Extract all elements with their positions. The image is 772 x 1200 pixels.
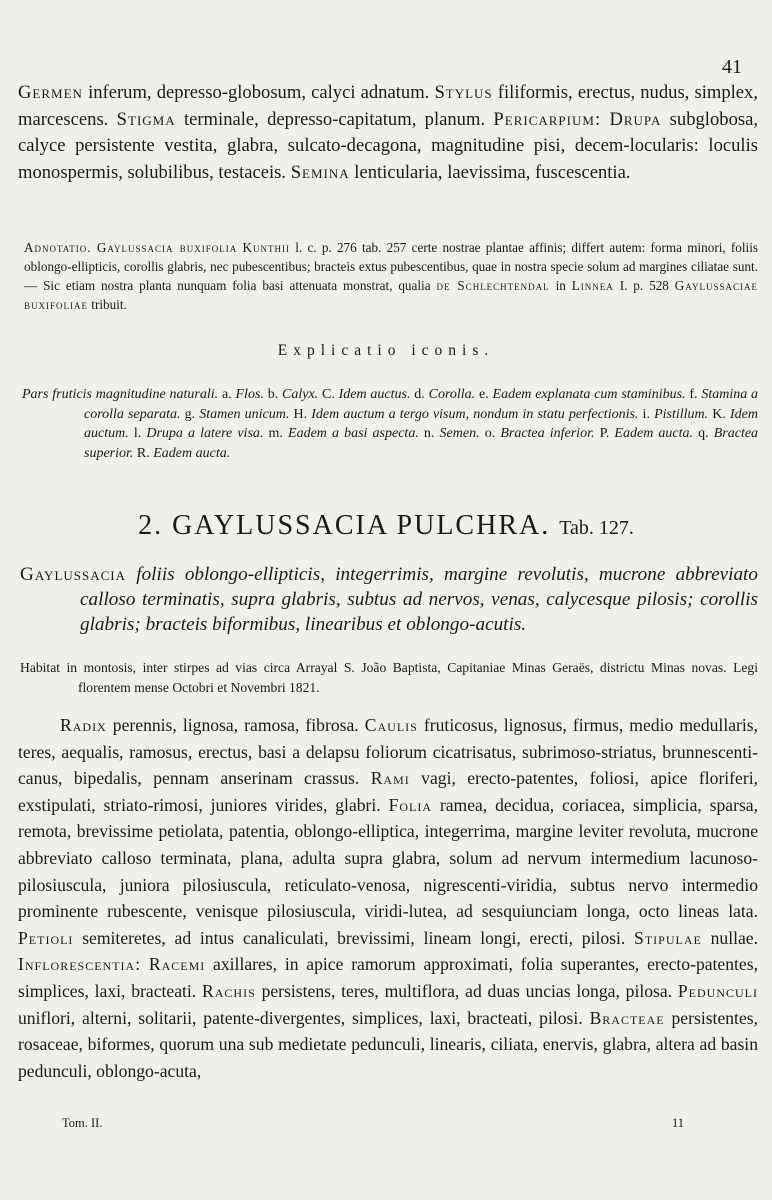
text: lenticularia, laevissima, fuscescentia. — [349, 161, 631, 183]
fig-letter: l. — [128, 426, 147, 441]
fig-desc: Bractea inferior. — [500, 426, 595, 441]
fig-letter: m. — [263, 426, 289, 441]
term-germen: Germen — [18, 82, 83, 103]
fig-letter: P. — [594, 426, 615, 441]
fig-desc: Eadem aucta. — [153, 445, 231, 461]
fig-letter: C. — [318, 387, 339, 402]
fig-letter: e. — [475, 387, 493, 402]
text: tribuit. — [88, 297, 127, 312]
term-petioli: Petioli — [18, 927, 74, 948]
note-de: de Schlechtendal — [436, 278, 550, 293]
explicatio-text — [22, 385, 758, 463]
page-number: 41 — [722, 56, 742, 78]
text: terminale, depresso-capitatum, planum. — [175, 108, 494, 130]
fig-desc: Pars fruticis magnitudine naturali. — [22, 387, 219, 402]
fig-letter: f. — [685, 387, 702, 402]
fig-letter: b. — [263, 387, 283, 402]
fig-letter: K. — [708, 406, 730, 422]
fig-letter: H. — [289, 406, 312, 422]
text: persistens, teres, multiflora, ad duas uncias longa, pilosa. — [255, 980, 678, 1001]
term-racemi: Racemi — [148, 954, 206, 975]
fig-letter: o. — [479, 426, 501, 441]
term-drupa: Drupa — [609, 108, 662, 130]
diagnosis-text: foliis oblongo-ellipticis, integerrimis, margine revolutis, mucrone abbreviato calloso terminatis, supra glabris, subtus ad nervos, venas, calycesque pilosis; corollis glabris; bracteis biformibus, linearibus et oblongo-acutis. — [80, 564, 758, 635]
fig-desc: Flos. — [235, 387, 264, 402]
fig-desc: Eadem a basi aspecta. — [288, 426, 419, 441]
note-linnea: Linnea — [571, 278, 614, 293]
text: I. p. 528 — [613, 278, 675, 293]
term-semina: Semina — [290, 161, 350, 183]
text: nullae. — [701, 927, 758, 948]
note-species: Gaylussacia buxifolia — [96, 240, 238, 255]
description-continued — [18, 80, 758, 186]
adnotatio-note — [24, 238, 758, 314]
note-author: Kunthii — [242, 240, 291, 255]
term-stipulae: Stipulae — [634, 927, 702, 948]
species-title — [0, 510, 772, 542]
text: perennis, lignosa, ramosa, fibrosa. — [106, 715, 365, 735]
fig-desc: Idem auctus. — [338, 387, 411, 402]
text: subglobosa, calyce persistente vestita, glabra, sulcato-decagona, magnitudine pisi, decem-locularis: loculis monospermis, solubilibus, testaceis. — [18, 108, 759, 183]
fig-desc: Corolla. — [428, 387, 476, 402]
text: fruticosus, lignosus, firmus, medio medullaris, teres, aequalis, ramosus, erectus, basi a delapsu foliorum cicatrisatus, subrimoso-striatus, brunnescenti-canus, bipedalis, pennam anserinam crassus. — [18, 715, 759, 789]
fig-desc: Pistillum. — [654, 406, 709, 422]
fig-desc: Stamen unicum. — [199, 406, 290, 422]
fig-desc: Bractea superior. — [84, 426, 759, 461]
fig-letter: n. — [418, 426, 440, 441]
fig-letter: d. — [410, 387, 429, 402]
fig-desc: Stamina a corolla separata. — [84, 387, 759, 422]
text: uniflori, alterni, solitarii, patente-divergentes, simplices, laxi, bracteati, pilosi. — [18, 1007, 590, 1028]
text: axillares, in apice ramorum approximati, folia superantes, erecto-patentes, simplices, laxi, bracteati. — [18, 954, 758, 1001]
text: semiteretes, ad intus canaliculati, brevissimi, lineam longi, erecti, pilosi. — [73, 927, 635, 948]
text: inferum, depresso-globosum, calyci adnatum. — [82, 82, 435, 103]
fig-letter: q. — [693, 426, 714, 441]
fig-letter: i. — [638, 406, 655, 422]
text: ramea, decidua, coriacea, simplicia, sparsa, remota, brevissime petiolata, patentia, oblongo-elliptica, integerrima, margine leviter revoluta, mucrone abbreviato calloso terminata, plana, adulta supra glabra, solum ad nervum intermedium lacunoso-pilosiuscula, juniora pilosiuscula, reticulato-venosa, nigrescenti-viridia, subtus nervo intermedio prominente rubescente, venisque pilosiuscula, viridi-lutea, ad sesquiunciam longa, octo lineas lata. — [18, 794, 758, 922]
genus-name: Gaylussacia — [20, 564, 127, 585]
term-stigma: Stigma — [116, 108, 176, 130]
term-folia: Folia — [388, 794, 433, 815]
species-name: 2. GAYLUSSACIA PULCHRA. — [138, 510, 551, 541]
text: in — [549, 278, 572, 293]
volume-marker: Tom. II. — [62, 1116, 103, 1130]
fig-desc: Calyx. — [282, 387, 319, 402]
fig-desc: Eadem aucta. — [614, 426, 694, 441]
fig-letter: R. — [133, 445, 154, 461]
term-bracteae: Bracteae — [589, 1007, 665, 1028]
fig-desc: Semen. — [439, 426, 480, 441]
fig-desc: Idem auctum. — [84, 406, 758, 441]
signature-mark: 11 — [672, 1116, 685, 1130]
term-pedunculi: Pedunculi — [677, 980, 758, 1001]
text: persistentes, rosaceae, biformes, quorum una sub medietate pedunculi, linearis, ciliata, enervis, glabra, altera ad basin pedunculi, oblongo-acuta, — [18, 1007, 758, 1081]
plate-reference: Tab. 127. — [559, 517, 634, 539]
habitat-text: Habitat in montosis, inter stirpes ad vias circa Arrayal S. João Baptista, Capitaniae Minas Geraës, districtu Minas novas. Legi florentem mense Octobri et Novembri 1821. — [20, 660, 758, 695]
term-pericarpium: Pericarpium: — [493, 108, 602, 130]
text: filiformis, erectus, nudus, simplex, marcescens. — [18, 82, 758, 130]
fig-letter: a. — [218, 387, 236, 402]
species-diagnosis — [20, 562, 758, 637]
term-rachis: Rachis — [202, 980, 256, 1001]
text: l. c. p. 276 tab. 257 certe nostrae plantae affinis; differt autem: forma minori, foliis oblongo-ellipticis, corollis glabris, nec pubescentibus; bracteis extus pubescentibus, quae in nostra specie solum ad margines ciliatae sunt. — Sic etiam nostra planta nunquam folia basi attenuata monstrat, qualia — [24, 240, 759, 293]
term-stylus: Stylus — [434, 82, 493, 103]
note-species2: Gaylussaciae buxifoliae — [24, 278, 758, 312]
fig-desc: Drupa a latere visa. — [146, 426, 264, 441]
text: vagi, erecto-patentes, foliosi, apice floriferi, exstipulati, striato-rimosi, juniores virides, glabri. — [18, 768, 758, 815]
term-rami: Rami — [370, 768, 410, 789]
fig-desc: Eadem explanata cum staminibus. — [492, 387, 686, 402]
explicatio-heading: Explicatio iconis. — [277, 342, 495, 359]
term-caulis: Caulis — [364, 715, 418, 735]
fig-letter: g. — [180, 406, 200, 422]
fig-desc: Idem auctum a tergo visum, nondum in statu perfectionis. — [311, 406, 639, 422]
term-radix: Radix — [60, 715, 107, 735]
note-label: Adnotatio. — [24, 240, 92, 255]
species-description — [18, 712, 758, 1084]
term-inflorescentia: Inflorescentia: — [18, 954, 142, 975]
